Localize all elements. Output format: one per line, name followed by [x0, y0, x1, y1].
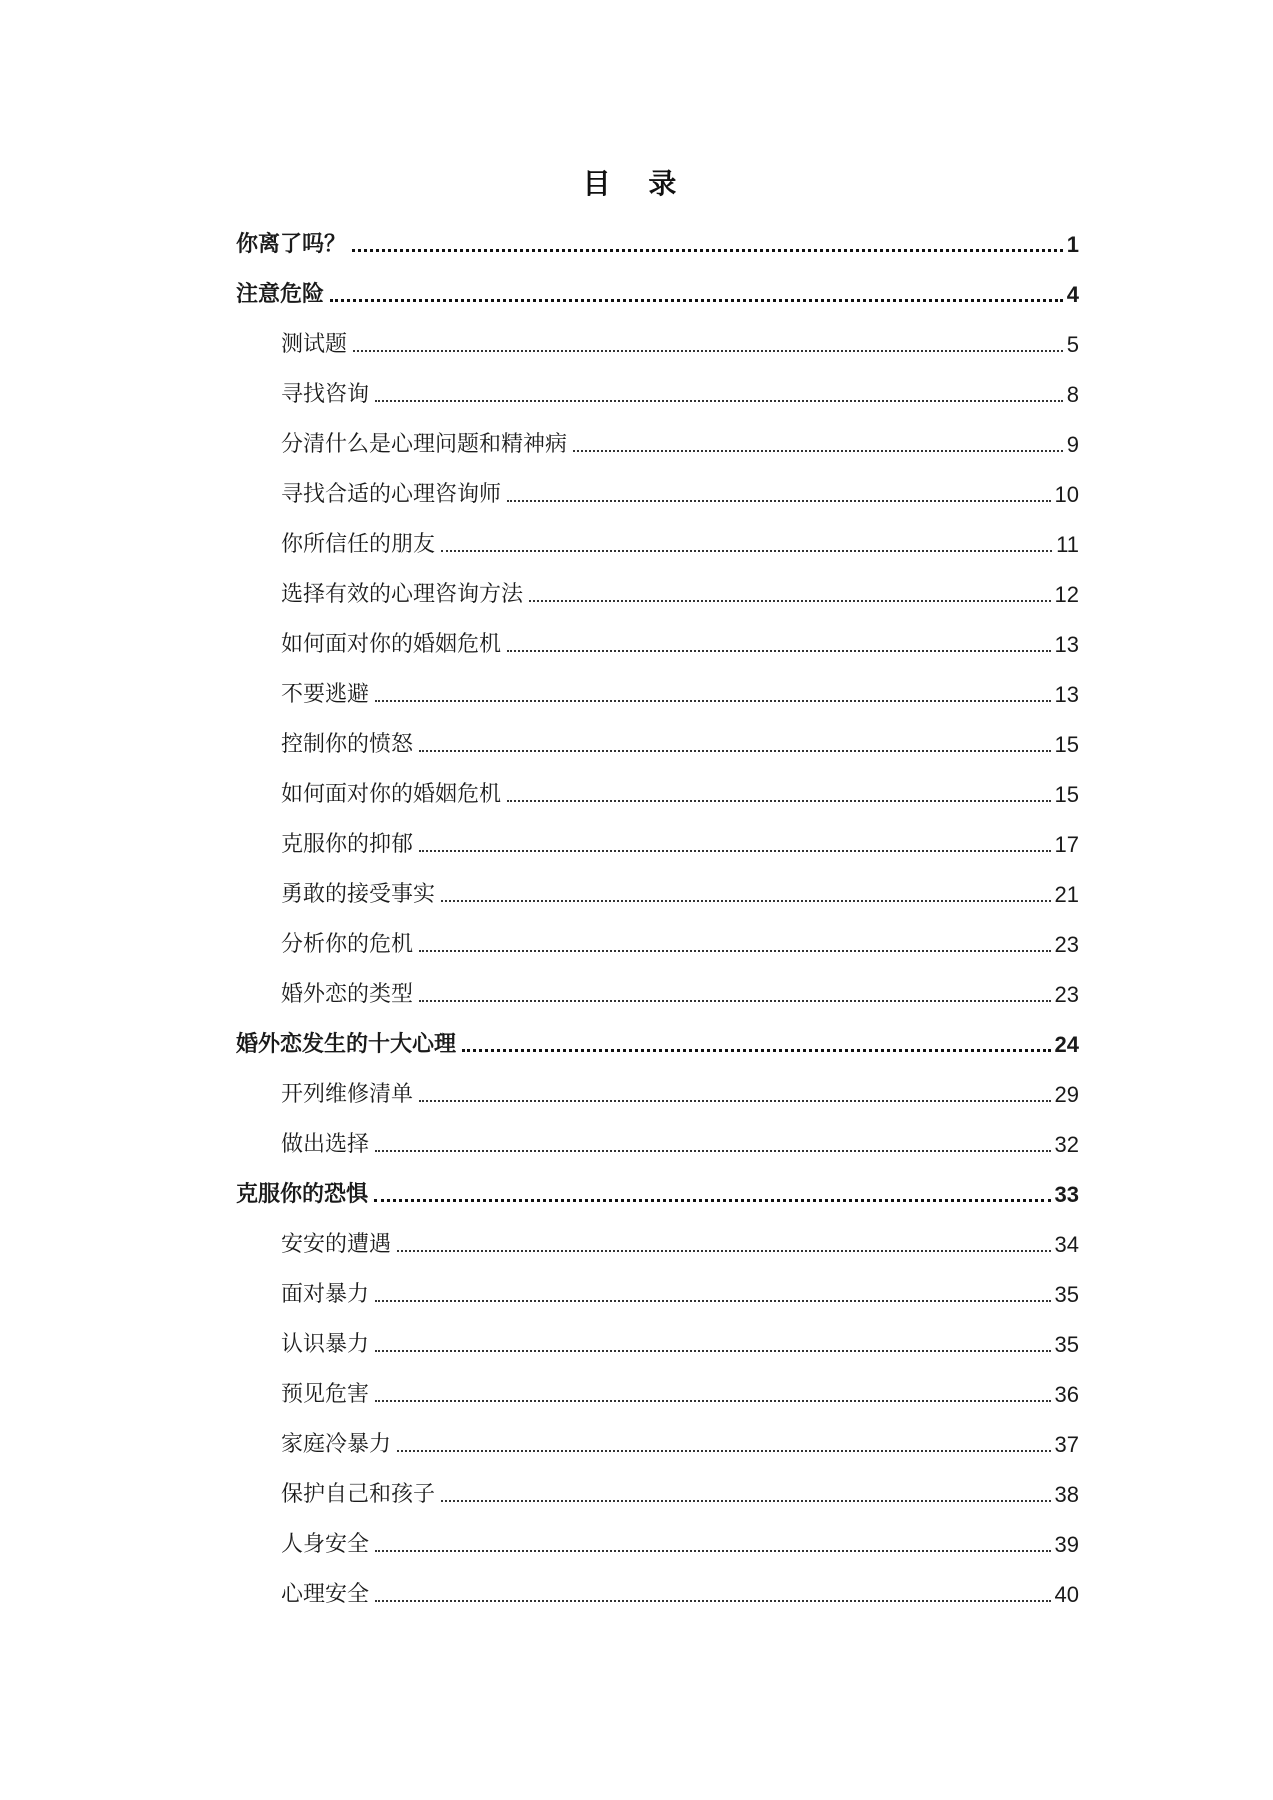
dot-leader [352, 249, 1063, 252]
toc-entry-title: 克服你的恐惧 [236, 1182, 369, 1207]
toc-section-entry[interactable] [281, 680, 1079, 710]
toc-entry-title: 你所信任的朋友 [281, 532, 436, 557]
toc-section-entry[interactable] [281, 1130, 1079, 1160]
toc-section-entry[interactable] [281, 1280, 1079, 1310]
toc-section-entry[interactable] [281, 330, 1079, 360]
toc-section-entry[interactable] [281, 580, 1079, 610]
dot-leader [419, 750, 1051, 752]
toc-page-number: 4 [1066, 282, 1079, 307]
toc-entry-title: 选择有效的心理咨询方法 [281, 582, 524, 607]
dot-leader [462, 1049, 1051, 1052]
toc-page-number: 11 [1056, 532, 1079, 557]
toc-page-number: 29 [1054, 1082, 1079, 1107]
toc-page-number: 12 [1054, 582, 1079, 607]
toc-page-number: 17 [1054, 832, 1079, 857]
toc-section-entry[interactable] [281, 930, 1079, 960]
toc-section-entry[interactable] [281, 630, 1079, 660]
dot-leader [507, 650, 1051, 652]
dot-leader [375, 1300, 1051, 1302]
toc-entry-title: 家庭冷暴力 [281, 1432, 392, 1457]
toc-entry-title: 人身安全 [281, 1532, 370, 1557]
toc-entry-title: 寻找咨询 [281, 382, 370, 407]
toc-entry-title: 寻找合适的心理咨询师 [281, 482, 502, 507]
toc-entry-title: 做出选择 [281, 1132, 370, 1157]
dot-leader [419, 850, 1051, 852]
toc-page-number: 36 [1054, 1382, 1079, 1407]
dot-leader [375, 1350, 1051, 1352]
toc-entry-title: 婚外恋的类型 [281, 982, 414, 1007]
toc-entry-title: 克服你的抑郁 [281, 832, 414, 857]
toc-page-number: 37 [1054, 1432, 1079, 1457]
toc-entry-title: 安安的遭遇 [281, 1232, 392, 1257]
toc-section-entry[interactable] [281, 730, 1079, 760]
toc-page-number: 1 [1066, 232, 1079, 257]
dot-leader [573, 450, 1063, 452]
dot-leader [507, 500, 1051, 502]
toc-entry-title: 开列维修清单 [281, 1082, 414, 1107]
toc-section-entry[interactable] [281, 1380, 1079, 1410]
toc-section-entry[interactable] [281, 1580, 1079, 1610]
toc-entry-title: 勇敢的接受事实 [281, 882, 436, 907]
toc-section-entry[interactable] [281, 1230, 1079, 1260]
toc-section-entry[interactable] [281, 1080, 1079, 1110]
toc-page-number: 35 [1054, 1332, 1079, 1357]
toc-page-number: 21 [1054, 882, 1079, 907]
toc-page-number: 23 [1054, 932, 1079, 957]
toc-entry-title: 预见危害 [281, 1382, 370, 1407]
toc-entry-title: 面对暴力 [281, 1282, 370, 1307]
dot-leader [441, 900, 1051, 902]
toc-section-entry[interactable] [281, 1480, 1079, 1510]
toc-entry-title: 心理安全 [281, 1582, 370, 1607]
toc-section-entry[interactable] [281, 1430, 1079, 1460]
dot-leader [375, 700, 1051, 702]
toc-entry-title: 你离了吗？ [236, 232, 347, 257]
toc-entry-title: 不要逃避 [281, 682, 370, 707]
toc-entry-title: 如何面对你的婚姻危机 [281, 632, 502, 657]
page-title: 目 录 [582, 167, 691, 200]
dot-leader [375, 1150, 1051, 1152]
dot-leader [507, 800, 1051, 802]
toc-section-entry[interactable] [281, 780, 1079, 810]
toc-page-number: 15 [1054, 732, 1079, 757]
dot-leader [375, 1550, 1051, 1552]
dot-leader [397, 1250, 1051, 1252]
toc-page-number: 33 [1054, 1182, 1079, 1207]
toc-page-number: 40 [1054, 1582, 1079, 1607]
toc-section-entry[interactable] [281, 1530, 1079, 1560]
toc-entry-title: 测试题 [281, 332, 348, 357]
toc-page-number: 13 [1054, 682, 1079, 707]
dot-leader [374, 1199, 1051, 1202]
toc-section-entry[interactable] [281, 980, 1079, 1010]
toc-entry-title: 婚外恋发生的十大心理 [236, 1032, 457, 1057]
toc-page-number: 9 [1066, 432, 1079, 457]
toc-page-number: 13 [1054, 632, 1079, 657]
toc-entry-title: 保护自己和孩子 [281, 1482, 436, 1507]
dot-leader [397, 1450, 1051, 1452]
toc-section-entry[interactable] [281, 430, 1079, 460]
toc-section-entry[interactable] [281, 480, 1079, 510]
toc-chapter-entry[interactable] [236, 280, 1079, 310]
toc-entry-title: 控制你的愤怒 [281, 732, 414, 757]
dot-leader [441, 550, 1052, 552]
toc-section-entry[interactable] [281, 530, 1079, 560]
dot-leader [375, 1600, 1051, 1602]
toc-page-number: 10 [1054, 482, 1079, 507]
toc-chapter-entry[interactable] [236, 230, 1079, 260]
toc-section-entry[interactable] [281, 380, 1079, 410]
toc-entry-title: 如何面对你的婚姻危机 [281, 782, 502, 807]
dot-leader [330, 299, 1063, 302]
toc-page-number: 39 [1054, 1532, 1079, 1557]
toc-chapter-entry[interactable] [236, 1180, 1079, 1210]
toc-entry-title: 注意危险 [236, 282, 325, 307]
toc-page-number: 32 [1054, 1132, 1079, 1157]
toc-page-number: 35 [1054, 1282, 1079, 1307]
toc-page-number: 15 [1054, 782, 1079, 807]
toc-page-number: 8 [1066, 382, 1079, 407]
dot-leader [419, 1100, 1051, 1102]
toc-chapter-entry[interactable] [236, 1030, 1079, 1060]
toc-entry-title: 分析你的危机 [281, 932, 414, 957]
toc-page-number: 5 [1066, 332, 1079, 357]
dot-leader [441, 1500, 1051, 1502]
dot-leader [353, 350, 1063, 352]
toc-section-entry[interactable] [281, 830, 1079, 860]
dot-leader [419, 950, 1051, 952]
toc-page-number: 24 [1054, 1032, 1079, 1057]
toc-section-entry[interactable] [281, 880, 1079, 910]
dot-leader [529, 600, 1051, 602]
toc-page-number: 34 [1054, 1232, 1079, 1257]
toc-entry-title: 认识暴力 [281, 1332, 370, 1357]
dot-leader [419, 1000, 1051, 1002]
toc-page-number: 38 [1054, 1482, 1079, 1507]
toc-entry-title: 分清什么是心理问题和精神病 [281, 432, 568, 457]
toc-page-number: 23 [1054, 982, 1079, 1007]
dot-leader [375, 400, 1063, 402]
dot-leader [375, 1400, 1051, 1402]
toc-section-entry[interactable] [281, 1330, 1079, 1360]
